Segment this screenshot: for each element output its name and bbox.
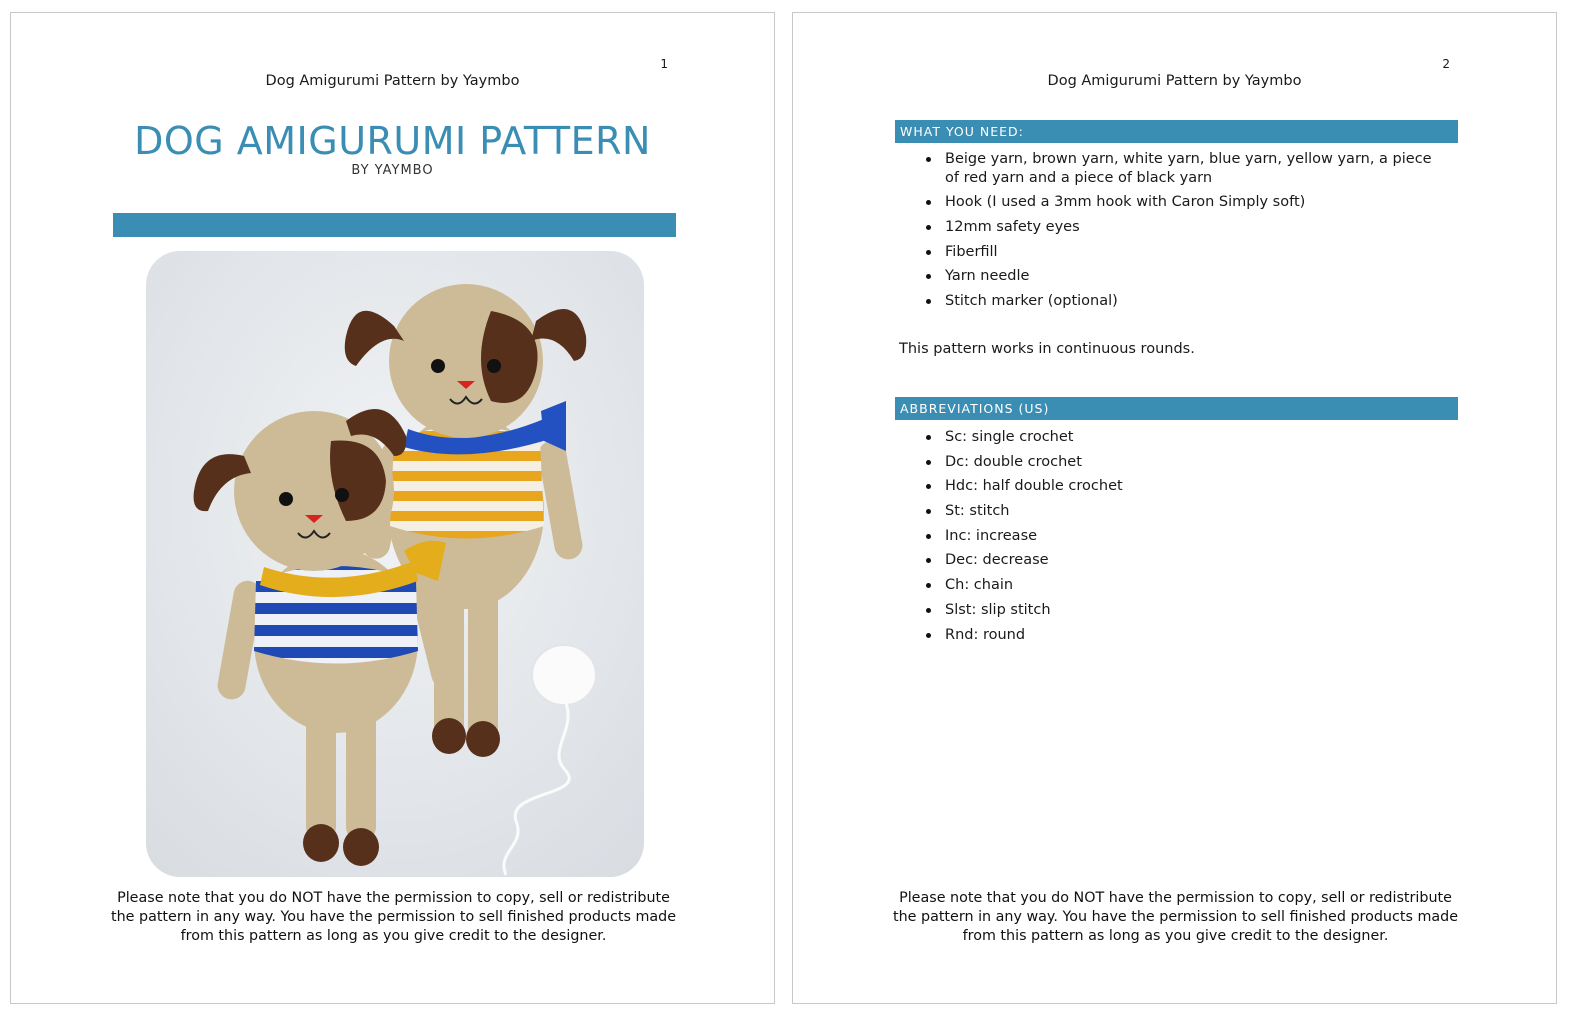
list-item: Hdc: half double crochet [926,477,1446,496]
copyright-notice: Please note that you do NOT have the permission to copy, sell or redistribute the pattern in any way. You have the permission to sell finished products made from this pattern as long as you give credit to the designer. [892,890,1459,944]
abbreviations-heading: ABBREVIATIONS (US) [895,397,1458,420]
copyright-notice: Please note that you do NOT have the permission to copy, sell or redistribute the pattern in any way. You have the permission to sell finished products made from this pattern as long as you give credit to the designer. [110,890,677,944]
document-subtitle: BY YAYMBO [351,163,434,178]
page-number: 1 [660,57,668,71]
list-item: Stitch marker (optional) [926,292,1446,311]
accent-bar [113,213,676,237]
amigurumi-dogs-photo [146,251,644,877]
list-item: 12mm safety eyes [926,218,1446,237]
list-item: Ch: chain [926,576,1446,595]
list-item: Yarn needle [926,267,1446,286]
list-item: Rnd: round [926,626,1446,645]
document-title: DOG AMIGURUMI PATTERN [134,119,651,163]
list-item: Slst: slip stitch [926,601,1446,620]
list-item: Fiberfill [926,243,1446,262]
page-number: 2 [1442,57,1450,71]
rounds-note: This pattern works in continuous rounds. [899,341,1195,357]
materials-list [926,150,1446,317]
list-item: Dc: double crochet [926,453,1446,472]
running-header: Dog Amigurumi Pattern by Yaymbo [1047,73,1302,89]
list-item: Dec: decrease [926,551,1446,570]
document-page-1 [10,12,775,1004]
abbreviations-list [926,428,1446,650]
what-you-need-heading: WHAT YOU NEED: [895,120,1458,143]
list-item: Beige yarn, brown yarn, white yarn, blue yarn, yellow yarn, a piece of red yarn and a piece of black yarn [926,150,1446,187]
running-header: Dog Amigurumi Pattern by Yaymbo [265,73,520,89]
list-item: Hook (I used a 3mm hook with Caron Simply soft) [926,193,1446,212]
document-page-2 [792,12,1557,1004]
list-item: St: stitch [926,502,1446,521]
list-item: Inc: increase [926,527,1446,546]
list-item: Sc: single crochet [926,428,1446,447]
